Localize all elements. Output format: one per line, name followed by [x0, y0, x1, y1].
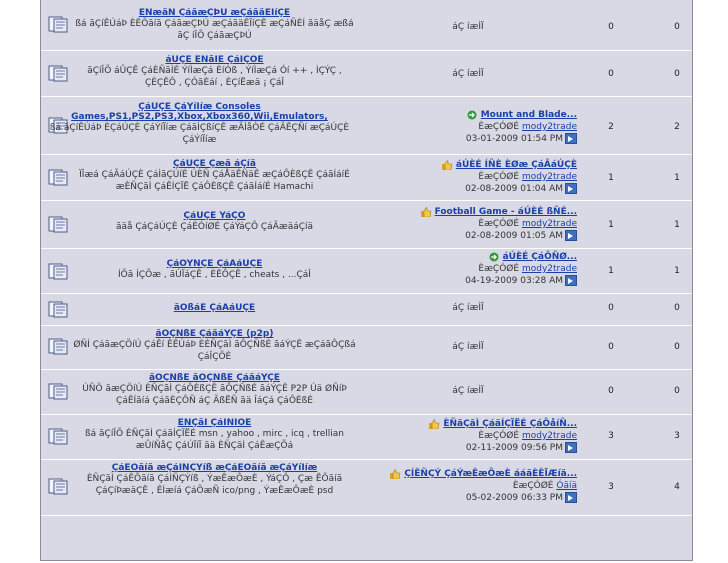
- thread-count: 0: [608, 386, 614, 396]
- forum-folder-icon: [48, 65, 68, 82]
- forum-description: ãäå ÇáÇáÚÇÈ ÇáÈÓíØÉ ÇáÝáÇÔ ÇáÃæäáÇíä: [115, 222, 314, 232]
- by-label: ÈæÇÓØÉ: [512, 481, 554, 491]
- post-count: 1: [674, 173, 680, 183]
- thread-count: 0: [608, 22, 614, 32]
- last-post-title[interactable]: Mount and Blade...: [480, 110, 577, 120]
- forum-title[interactable]: ÇáÚÇÈ Çæä áÇíä: [173, 159, 256, 169]
- post-count: 1: [674, 266, 680, 276]
- by-label: ÈæÇÓØÉ: [478, 172, 520, 182]
- forum-title[interactable]: ÈÑæäÑ ÇáãæÇÞÚ æÇáãäÊÏíÇÊ: [138, 8, 291, 18]
- forum-folder-icon: [48, 478, 68, 495]
- go-to-last-post-icon[interactable]: [565, 442, 577, 453]
- last-post-user[interactable]: mody2trade: [521, 219, 577, 229]
- go-to-last-post-icon[interactable]: [565, 183, 577, 194]
- post-count: 4: [674, 482, 680, 492]
- last-post-user[interactable]: mody2trade: [521, 264, 577, 274]
- forum-title[interactable]: ÈÑÇãÌ ÇáÏÑÏÔÉ: [177, 418, 252, 428]
- forum-row: [41, 97, 692, 154]
- last-post-user[interactable]: mody2trade: [521, 431, 577, 441]
- go-to-last-post-icon[interactable]: [565, 133, 577, 144]
- forum-description: ÚÑÖ ãæÇÖíÚ ÈÑÇãÌ ÇáÔÈßÇÊ ãÔÇÑßÉ ãáÝÇÊ P2P Úä ØÑíÞ ÇáÊÍãíá ÇáãÈÇÔÑ áÇ ÃßËÑ ãä ÎáÇá ÇáÔÈßÉ: [82, 384, 347, 406]
- forum-folder-icon: [48, 383, 68, 400]
- forum-title[interactable]: ãÔÇÑßÉ ãÔÇÑßÉ ÇáãáÝÇÊ: [148, 373, 280, 383]
- forum-description: ßá ãÇíÊÚáÞ ÈÇáÚÇÈ ÇáÝíÏíæ ÇáãÍÇßíÇÊ æÃÌåÒÉ ÇáÃÊÇÑí æÇáÚÇÈ ÇáÝíÏíæ: [49, 123, 350, 145]
- thread-count: 1: [608, 266, 614, 276]
- forum-row: [41, 370, 692, 414]
- post-count: 2: [674, 122, 680, 132]
- arrow-topic-icon: [466, 110, 478, 120]
- forum-title[interactable]: ÇáÚÇÈ ÝáÇÔ: [183, 211, 246, 221]
- post-count: 0: [674, 303, 680, 313]
- forum-title[interactable]: ÇáÊÕãíã æÇáÌÑÇÝíß æÇáÊÕãíã æÇáÝíÏíæ: [111, 463, 318, 473]
- forum-title[interactable]: ãÔÇÑßÉ ÇáãáÝÇÊ (p2p): [155, 329, 274, 339]
- thumbs-up-icon: [389, 469, 401, 479]
- forum-row: [41, 0, 692, 40]
- by-label: ÈæÇÓØÉ: [478, 219, 520, 229]
- forum-row: [41, 294, 692, 325]
- last-post-date: 02-11-2009 09:56 PM: [465, 443, 563, 453]
- forum-row: [41, 201, 692, 248]
- last-post-user[interactable]: mody2trade: [521, 172, 577, 182]
- last-post-date: 02-08-2009 01:05 AM: [465, 231, 563, 241]
- thumbs-up-icon: [441, 160, 453, 170]
- last-post-user[interactable]: Óãíä: [556, 481, 577, 491]
- thread-count: 2: [608, 122, 614, 132]
- by-label: ÈæÇÓØÉ: [478, 122, 520, 132]
- last-post-title[interactable]: ÈÑäÇãÌ ÇáãÍÇÏËÉ ÇáÔåíÑ...: [443, 419, 577, 429]
- forum-description: ßá ãÇíÊÚáÞ ÈÊÕãíã ÇáãæÇÞÚ æÇáãäÊÏíÇÊ æÇáÑÈÍ ãäåÇ æßá ãÇ íÎÕ ÇáãæÇÞÚ: [75, 19, 354, 41]
- thread-count: 0: [608, 303, 614, 313]
- by-label: ÈæÇÓØÉ: [478, 264, 520, 274]
- thumbs-up-icon: [420, 207, 432, 217]
- post-count: 0: [674, 386, 680, 396]
- forum-description: ÈÑÇãÌ ÇáÊÕãíã ÇáÌÑÇÝíß , ÝæÊæÔæÈ , ÝáÇÔ , Çæ ÊÕãíã ÇáÇíÞæäÇÊ , ÊÍæíá ÇáÕæÑ ico/png , ÝæÊæÔæÈ psd: [86, 474, 343, 496]
- arrow-topic-icon: [488, 252, 500, 262]
- forum-description: ÏÎæá ÇáÃáÚÇÈ ÇáÌãÇÚíÉ ÚÈÑ ÇáÅäÊÑäÊ æÇáÔÈßÇÊ ÇáãÍáíÉ æÈÑÇãÌ ÇáÊÍÇÏË ÇáÔÈßÇÊ ÇáãÍáíÉ Hamachi: [79, 170, 350, 192]
- thread-count: 0: [608, 342, 614, 352]
- forum-folder-icon: [48, 428, 68, 445]
- post-count: 0: [674, 22, 680, 32]
- last-post-title[interactable]: ÇÍÊÑÇÝ ÇáÝæÊæÔæÈ ááãÈÊÏÆíä...: [404, 469, 577, 479]
- forum-title[interactable]: áÛÇÊ ÈÑãÌÉ ÇáÍÇÓÈ: [165, 55, 264, 65]
- forum-folder-icon: [48, 263, 68, 280]
- no-posts-label: áÇ íæÌÏ: [452, 22, 484, 32]
- no-posts-label: áÇ íæÌÏ: [452, 342, 484, 352]
- post-count: 3: [674, 431, 680, 441]
- go-to-last-post-icon[interactable]: [565, 275, 577, 286]
- forum-row: [41, 326, 692, 369]
- last-post-date: 03-01-2009 01:54 PM: [465, 134, 563, 144]
- forum-row: [41, 460, 692, 515]
- forum-list: [40, 0, 693, 561]
- forum-row: [41, 415, 692, 459]
- last-post-user[interactable]: mody2trade: [521, 122, 577, 132]
- forum-folder-icon: [48, 16, 68, 33]
- last-post-title[interactable]: áÚÈÉ ÍÑÈ ÈØæ ÇáÃáÚÇÈ: [455, 160, 577, 170]
- forum-description: ÍÕã ÍÇÕæ , ãÚÏáÇÊ , ÈÊÔÇÊ , cheats , ...ÇáÎ: [118, 270, 311, 280]
- thumbs-up-icon: [428, 419, 440, 429]
- forum-title[interactable]: ÇáÚÇÈ ÇáÝíÏíæ Consoles Games,PS1,PS2,PS3,Xbox,Xbox360,Wii,Emulators,: [71, 102, 328, 122]
- forum-row: [41, 51, 692, 96]
- by-label: ÈæÇÓØÉ: [478, 431, 520, 441]
- last-post-date: 04-19-2009 03:28 AM: [465, 276, 563, 286]
- no-posts-label: áÇ íæÌÏ: [452, 69, 484, 79]
- no-posts-label: áÇ íæÌÏ: [452, 303, 484, 313]
- last-post-title[interactable]: áÚÈÉ ÇáÔÑØ...: [502, 252, 577, 262]
- forum-row: [41, 155, 692, 200]
- post-count: 0: [674, 342, 680, 352]
- post-count: 0: [674, 69, 680, 79]
- last-post-date: 05-02-2009 06:33 PM: [465, 493, 563, 503]
- forum-description: ãÇíÎÕ áÛÇÊ ÇáÈÑãÌÉ ÝíÌæÇá ÈíÓß , ÝíÌæÇá Óí ++ , ÌÇÝÇ , ÇÈÇÊÔ , ÇÓãÈáí , ÈÇíËæä ¡ ÇáÎ: [87, 66, 342, 88]
- post-count: 1: [674, 220, 680, 230]
- forum-description: ßá ãÇíÎÕ ÈÑÇãÌ ÇáãÍÇÏËÉ msn , yahoo , mirc , icq , trellian æÛíÑåÇ ÇáÚÏíÏ ãä ÈÑÇãÌ ÇáÊæÇÕá: [84, 429, 345, 451]
- forum-title[interactable]: ÇáÔÝÑÇÊ ÇáÃáÚÇÈ: [166, 259, 263, 269]
- go-to-last-post-icon[interactable]: [565, 230, 577, 241]
- last-post-title[interactable]: Football Game - áÚÈÉ ßÑÉ...: [434, 207, 577, 217]
- forum-folder-icon: [48, 301, 68, 318]
- forum-title[interactable]: ãÔßáÉ ÇáÃáÚÇÈ: [173, 303, 256, 313]
- forum-description: ØÑÍ ÇáãæÇÖíÚ ÇáÊí ÊÊÚáÞ ÈÈÑÇãÌ ãÔÇÑßÉ ãáÝÇÊ æÇáãÔÇßá ÇáÎÇÕÉ: [73, 340, 356, 362]
- go-to-last-post-icon[interactable]: [565, 492, 577, 503]
- forum-folder-icon: [48, 169, 68, 186]
- forum-row: [41, 249, 692, 293]
- last-post-date: 02-08-2009 01:04 AM: [465, 184, 563, 194]
- thread-count: 1: [608, 220, 614, 230]
- thread-count: 1: [608, 173, 614, 183]
- forum-folder-icon: [48, 338, 68, 355]
- no-posts-label: áÇ íæÌÏ: [452, 386, 484, 396]
- thread-count: 3: [608, 431, 614, 441]
- thread-count: 0: [608, 69, 614, 79]
- thread-count: 3: [608, 482, 614, 492]
- forum-folder-icon: [48, 216, 68, 233]
